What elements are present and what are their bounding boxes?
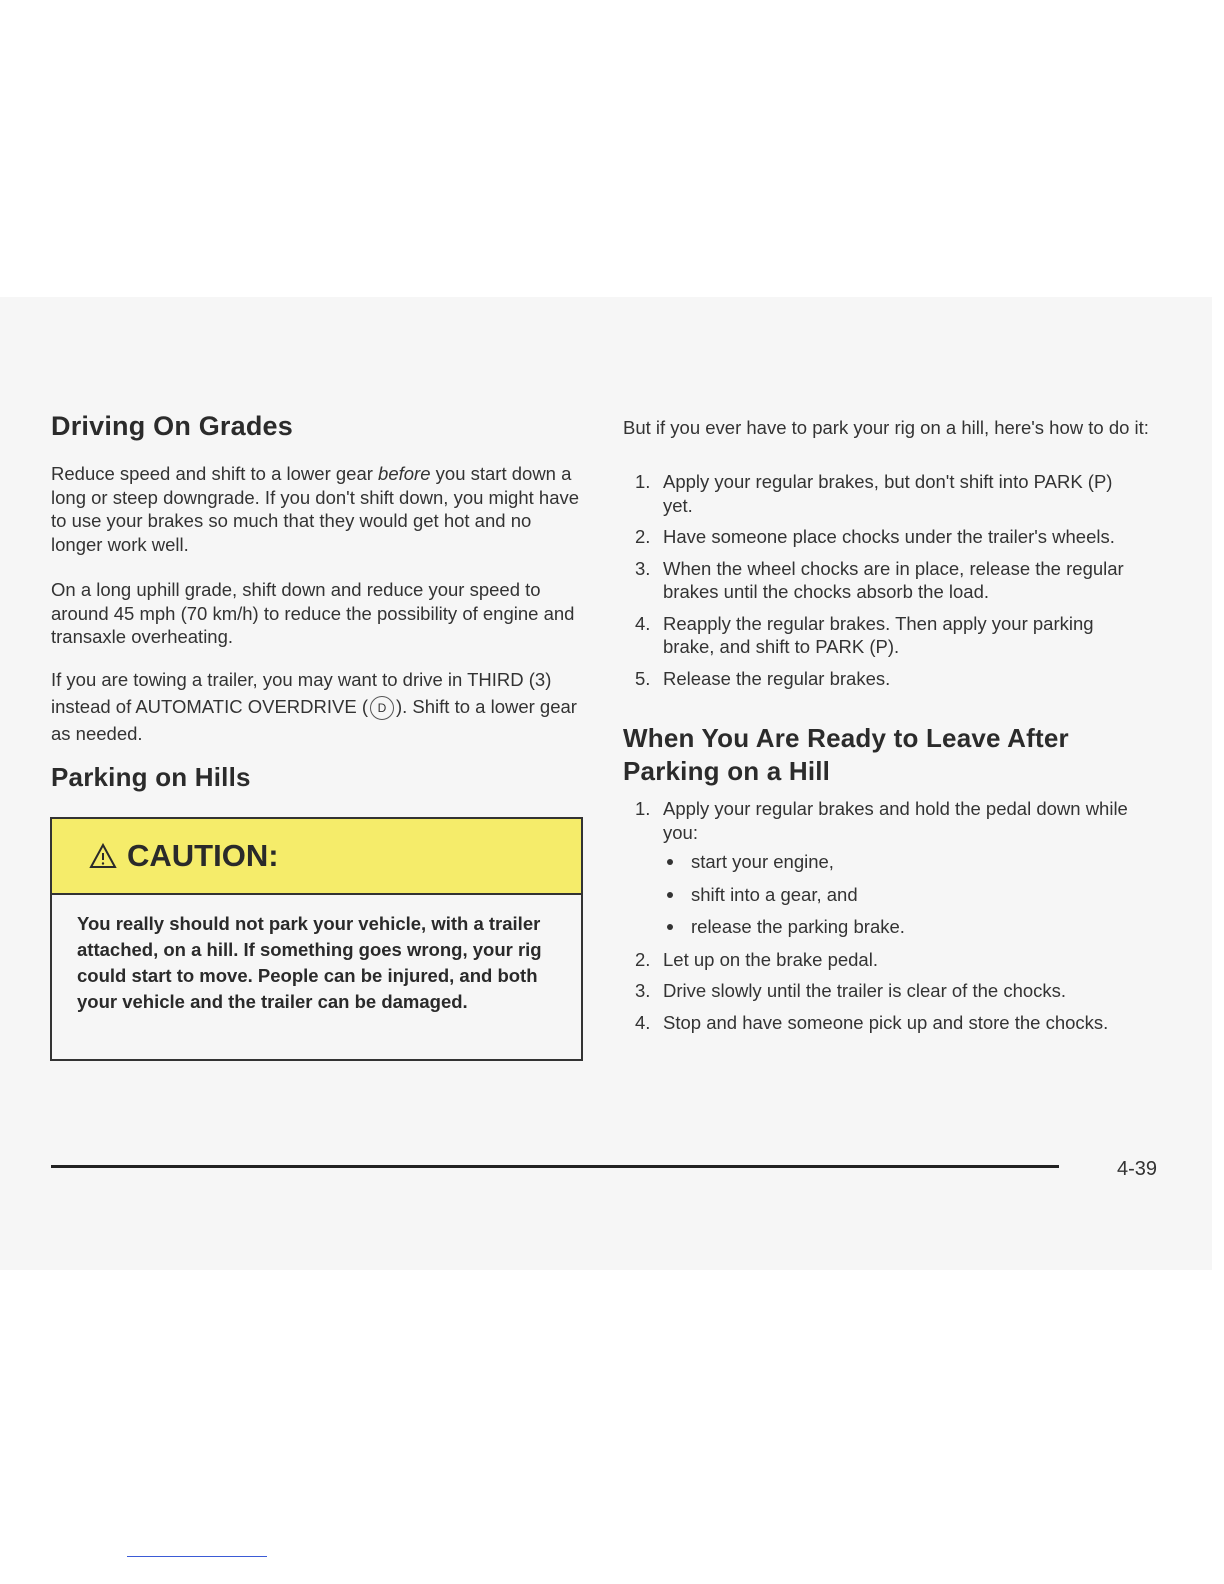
step-text: Apply your regular brakes and hold the pedal down while you: [663,798,1128,843]
step-number: 4. [635,1011,651,1033]
step-number: 1. [635,471,651,492]
p1-text-b: you start down a long or steep downgrade. If you don't shift down, you might have to use your brakes so much that they would get hot and no longer work well. [51,463,580,555]
bottom-link-underline[interactable] [127,1556,267,1557]
step-text: Drive slowly until the trailer is clear of the chocks. [663,980,1067,1001]
paragraph-towing-trailer [51,666,586,747]
step-text: Stop and have someone pick up and store the chocks. [663,1011,1109,1033]
bullet-item: start your engine, [663,850,1163,874]
list-item [623,470,1143,517]
list-item [623,612,1143,659]
step-number: 4. [635,612,651,634]
warning-triangle-icon [89,843,117,869]
heading-parking-on-hills: Parking on Hills [51,762,251,792]
step-number: 5. [635,667,651,689]
step-text: Reapply the regular brakes. Then apply your parking brake, and shift to PARK (P). [663,612,1094,657]
p1-text-a: Reduce speed and shift to a lower gear [51,463,379,484]
leave-steps-list [623,797,1163,1042]
list-item [623,979,1163,1003]
step-text: When the wheel chocks are in place, release the regular brakes until the chocks absorb the load. [663,557,1124,602]
list-item [623,797,1163,939]
bullet-item: shift into a gear, and [663,883,1163,907]
paragraph-reduce-speed [51,462,586,556]
caution-header [52,819,581,895]
step-number: 2. [635,948,651,970]
bullet-item: release the parking brake. [663,915,1163,939]
bullet-list [663,850,1163,939]
paragraph-uphill-grade: On a long uphill grade, shift down and reduce your speed to around 45 mph (70 km/h) to reduce the possibility of engine and transaxle overheating. [51,579,575,647]
parking-steps-list [623,470,1143,698]
step-number: 3. [635,980,651,1001]
list-item [623,667,1143,691]
step-text: Apply your regular brakes, but don't shift into PARK (P) yet. [663,471,1113,516]
step-text: Let up on the brake pedal. [663,948,878,970]
heading-ready-to-leave: When You Are Ready to Leave After Parking on a Hill [623,723,1069,786]
caution-text: You really should not park your vehicle, with a trailer attached, on a hill. If something goes wrong, your rig could start to move. People can be injured, and both your vehicle and the trailer can be damaged. [77,913,542,1012]
parking-intro: But if you ever have to park your rig on a hill, here's how to do it: [623,417,1149,438]
overdrive-icon: D [370,696,394,720]
list-item [623,557,1143,604]
caution-title: CAUTION: [127,838,279,873]
heading-driving-on-grades: Driving On Grades [51,411,293,441]
page-number: 4-39 [1117,1158,1158,1180]
p3-text-b: ). Shift to a lower gear as needed. [51,696,577,745]
list-item [623,948,1163,972]
step-number: 1. [635,798,651,819]
caution-box [50,817,583,1061]
step-text: Release the regular brakes. [663,667,891,689]
list-item [623,525,1143,549]
footer-rule [51,1165,1059,1168]
step-number: 3. [635,557,651,579]
p1-emphasis: before [378,463,431,484]
step-number: 2. [635,526,651,547]
step-text: Have someone place chocks under the trailer's wheels. [663,526,1115,547]
list-item [623,1011,1163,1035]
p3-text-a: If you are towing a trailer, you may want to drive in THIRD (3) instead of AUTOMATIC OVERDRIVE ( [51,669,552,717]
